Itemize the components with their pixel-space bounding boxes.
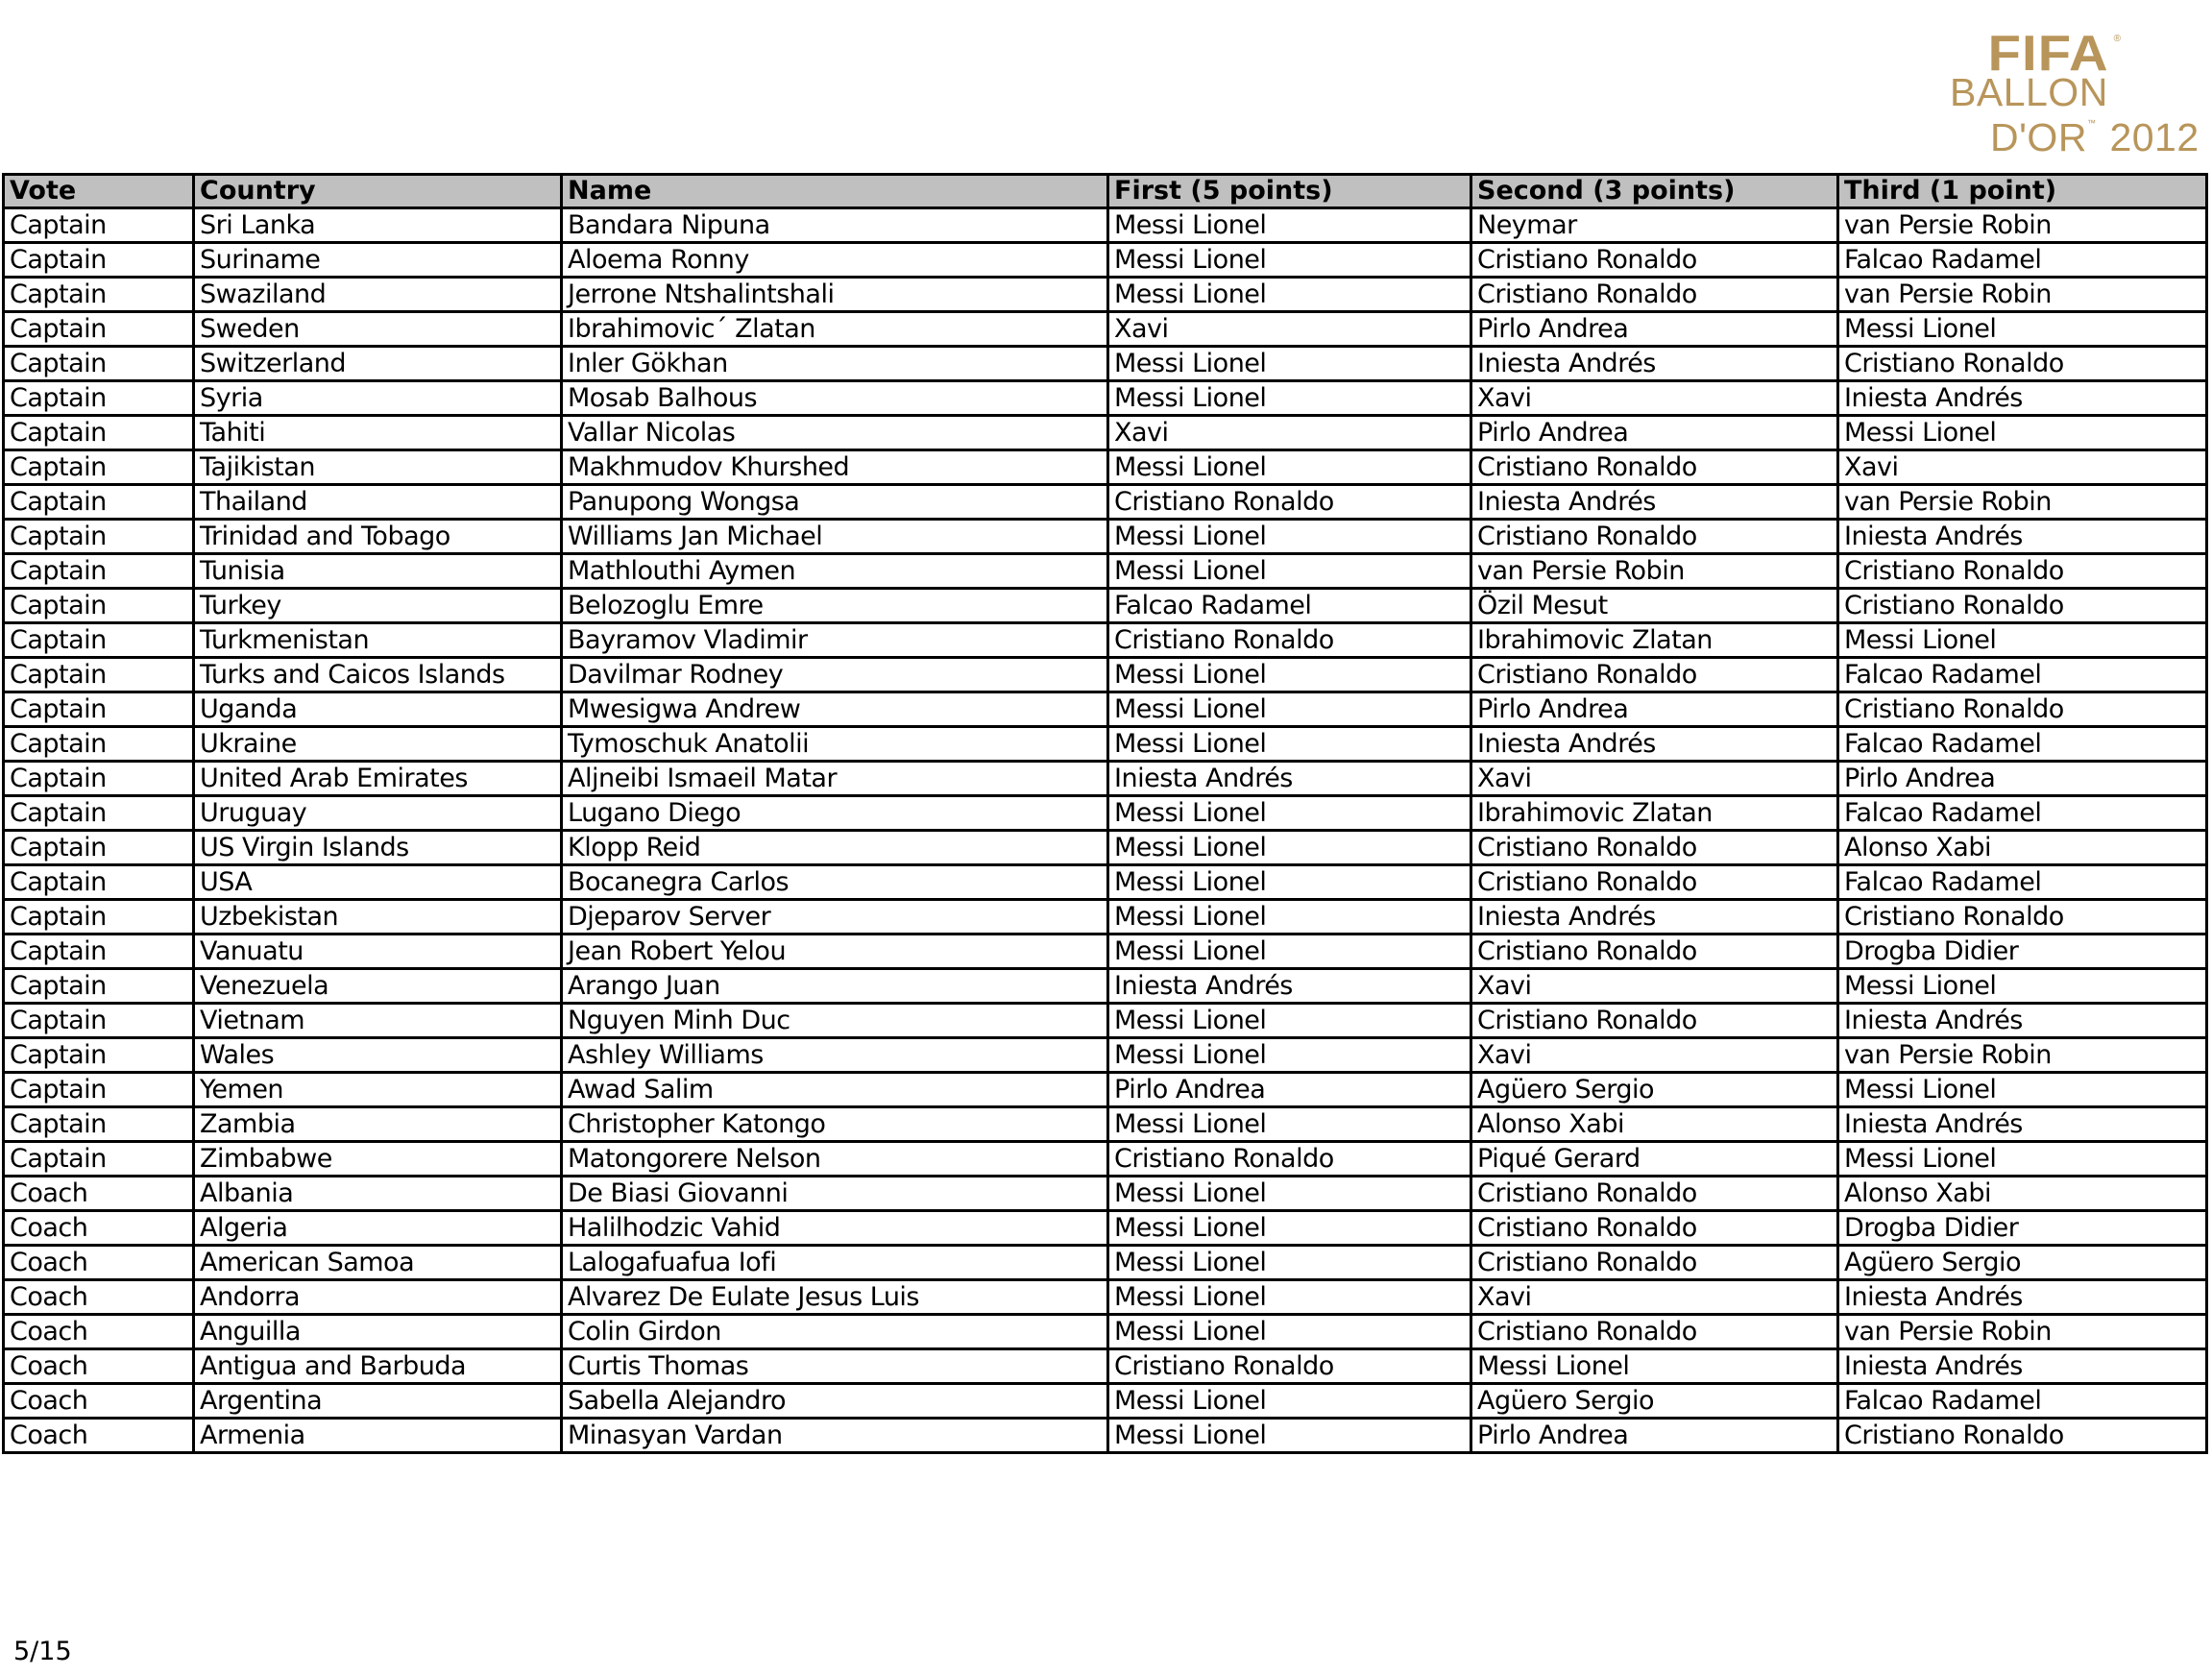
cell-vote: Captain <box>4 831 194 865</box>
cell-third: Drogba Didier <box>1838 935 2207 969</box>
cell-first: Cristiano Ronaldo <box>1108 623 1471 658</box>
table-row <box>4 312 2207 347</box>
table-row <box>4 450 2207 485</box>
table-row <box>4 692 2207 727</box>
cell-vote: Captain <box>4 796 194 831</box>
cell-third: Pirlo Andrea <box>1838 762 2207 796</box>
cell-vote: Captain <box>4 485 194 520</box>
table-row <box>4 658 2207 692</box>
cell-name: Bayramov Vladimir <box>562 623 1108 658</box>
cell-name: Minasyan Vardan <box>562 1419 1108 1453</box>
cell-name: Mosab Balhous <box>562 381 1108 416</box>
table-row <box>4 831 2207 865</box>
cell-third: Agüero Sergio <box>1838 1246 2207 1280</box>
cell-vote: Coach <box>4 1315 194 1349</box>
cell-name: Awad Salim <box>562 1073 1108 1107</box>
cell-country: Vanuatu <box>194 935 562 969</box>
cell-name: Bocanegra Carlos <box>562 865 1108 900</box>
table-row <box>4 865 2207 900</box>
cell-third: van Persie Robin <box>1838 485 2207 520</box>
cell-vote: Coach <box>4 1349 194 1384</box>
cell-vote: Captain <box>4 623 194 658</box>
cell-third: Messi Lionel <box>1838 1073 2207 1107</box>
cell-first: Messi Lionel <box>1108 658 1471 692</box>
cell-name: Aloema Ronny <box>562 243 1108 278</box>
cell-third: Falcao Radamel <box>1838 1384 2207 1419</box>
cell-name: Williams Jan Michael <box>562 520 1108 554</box>
cell-name: Davilmar Rodney <box>562 658 1108 692</box>
cell-first: Messi Lionel <box>1108 865 1471 900</box>
cell-first: Messi Lionel <box>1108 1211 1471 1246</box>
cell-first: Messi Lionel <box>1108 1384 1471 1419</box>
cell-first: Cristiano Ronaldo <box>1108 1142 1471 1177</box>
cell-third: Iniesta Andrés <box>1838 1004 2207 1038</box>
cell-name: Ibrahimovic´ Zlatan <box>562 312 1108 347</box>
cell-country: Turkmenistan <box>194 623 562 658</box>
cell-second: Cristiano Ronaldo <box>1471 1004 1838 1038</box>
cell-name: Makhmudov Khurshed <box>562 450 1108 485</box>
cell-country: Uruguay <box>194 796 562 831</box>
cell-name: Halilhodzic Vahid <box>562 1211 1108 1246</box>
cell-vote: Captain <box>4 1073 194 1107</box>
cell-country: Antigua and Barbuda <box>194 1349 562 1384</box>
logo-dor-text: D'OR <box>1990 115 2087 159</box>
cell-name: Lalogafuafua Iofi <box>562 1246 1108 1280</box>
cell-third: Xavi <box>1838 450 2207 485</box>
cell-first: Messi Lionel <box>1108 900 1471 935</box>
cell-country: Trinidad and Tobago <box>194 520 562 554</box>
cell-name: Colin Girdon <box>562 1315 1108 1349</box>
header-name: Name <box>562 175 1108 208</box>
cell-third: Falcao Radamel <box>1838 243 2207 278</box>
cell-third: Cristiano Ronaldo <box>1838 692 2207 727</box>
cell-first: Messi Lionel <box>1108 278 1471 312</box>
cell-name: Inler Gökhan <box>562 347 1108 381</box>
logo-ballon-text: BALLON <box>1950 70 2108 114</box>
cell-vote: Coach <box>4 1419 194 1453</box>
cell-first: Messi Lionel <box>1108 1004 1471 1038</box>
cell-country: US Virgin Islands <box>194 831 562 865</box>
table-row <box>4 1419 2207 1453</box>
cell-second: Pirlo Andrea <box>1471 1419 1838 1453</box>
cell-name: Sabella Alejandro <box>562 1384 1108 1419</box>
cell-name: Ashley Williams <box>562 1038 1108 1073</box>
table-row <box>4 1246 2207 1280</box>
cell-third: Messi Lionel <box>1838 416 2207 450</box>
cell-country: Tajikistan <box>194 450 562 485</box>
table-row <box>4 381 2207 416</box>
cell-first: Messi Lionel <box>1108 1419 1471 1453</box>
cell-name: Curtis Thomas <box>562 1349 1108 1384</box>
cell-second: Agüero Sergio <box>1471 1384 1838 1419</box>
cell-second: Cristiano Ronaldo <box>1471 520 1838 554</box>
cell-second: Xavi <box>1471 1280 1838 1315</box>
cell-second: Cristiano Ronaldo <box>1471 243 1838 278</box>
table-row <box>4 1038 2207 1073</box>
cell-second: Xavi <box>1471 762 1838 796</box>
cell-second: Iniesta Andrés <box>1471 900 1838 935</box>
header-country: Country <box>194 175 562 208</box>
cell-vote: Captain <box>4 243 194 278</box>
cell-third: Iniesta Andrés <box>1838 381 2207 416</box>
cell-third: Cristiano Ronaldo <box>1838 900 2207 935</box>
cell-country: Thailand <box>194 485 562 520</box>
cell-first: Messi Lionel <box>1108 1107 1471 1142</box>
cell-country: Sri Lanka <box>194 208 562 243</box>
cell-third: Cristiano Ronaldo <box>1838 554 2207 589</box>
logo-dor-line <box>1990 102 2200 158</box>
table-row <box>4 623 2207 658</box>
cell-second: Xavi <box>1471 969 1838 1004</box>
cell-first: Messi Lionel <box>1108 727 1471 762</box>
cell-second: Pirlo Andrea <box>1471 692 1838 727</box>
cell-first: Messi Lionel <box>1108 554 1471 589</box>
cell-vote: Coach <box>4 1384 194 1419</box>
cell-third: Messi Lionel <box>1838 1142 2207 1177</box>
cell-second: Cristiano Ronaldo <box>1471 1211 1838 1246</box>
page-number: 5/15 <box>13 1637 72 1666</box>
cell-country: Algeria <box>194 1211 562 1246</box>
cell-first: Messi Lionel <box>1108 935 1471 969</box>
cell-country: Uzbekistan <box>194 900 562 935</box>
cell-third: Alonso Xabi <box>1838 1177 2207 1211</box>
cell-vote: Captain <box>4 381 194 416</box>
table-row <box>4 969 2207 1004</box>
cell-vote: Captain <box>4 589 194 623</box>
table-row <box>4 1315 2207 1349</box>
cell-country: Yemen <box>194 1073 562 1107</box>
cell-third: van Persie Robin <box>1838 1315 2207 1349</box>
cell-vote: Captain <box>4 554 194 589</box>
cell-country: Tahiti <box>194 416 562 450</box>
cell-vote: Coach <box>4 1246 194 1280</box>
cell-country: Venezuela <box>194 969 562 1004</box>
cell-name: Klopp Reid <box>562 831 1108 865</box>
cell-third: Messi Lionel <box>1838 312 2207 347</box>
cell-first: Cristiano Ronaldo <box>1108 1349 1471 1384</box>
cell-vote: Captain <box>4 416 194 450</box>
cell-country: Andorra <box>194 1280 562 1315</box>
cell-second: Agüero Sergio <box>1471 1073 1838 1107</box>
cell-first: Messi Lionel <box>1108 1280 1471 1315</box>
cell-third: van Persie Robin <box>1838 1038 2207 1073</box>
table-row <box>4 1073 2207 1107</box>
table-row <box>4 243 2207 278</box>
cell-second: Pirlo Andrea <box>1471 416 1838 450</box>
cell-name: Djeparov Server <box>562 900 1108 935</box>
cell-vote: Captain <box>4 312 194 347</box>
cell-vote: Captain <box>4 727 194 762</box>
cell-name: Bandara Nipuna <box>562 208 1108 243</box>
cell-name: Matongorere Nelson <box>562 1142 1108 1177</box>
logo-registered-mark: ® <box>2113 34 2121 44</box>
header-second: Second (3 points) <box>1471 175 1838 208</box>
cell-second: Cristiano Ronaldo <box>1471 831 1838 865</box>
cell-third: Cristiano Ronaldo <box>1838 1419 2207 1453</box>
cell-first: Falcao Radamel <box>1108 589 1471 623</box>
header-row <box>4 175 2207 208</box>
cell-name: Belozoglu Emre <box>562 589 1108 623</box>
cell-name: Nguyen Minh Duc <box>562 1004 1108 1038</box>
cell-third: Iniesta Andrés <box>1838 1107 2207 1142</box>
cell-vote: Captain <box>4 1142 194 1177</box>
cell-second: Xavi <box>1471 381 1838 416</box>
table-row <box>4 520 2207 554</box>
cell-vote: Captain <box>4 658 194 692</box>
table-row <box>4 1211 2207 1246</box>
cell-second: Messi Lionel <box>1471 1349 1838 1384</box>
cell-vote: Captain <box>4 692 194 727</box>
cell-country: Anguilla <box>194 1315 562 1349</box>
cell-name: Lugano Diego <box>562 796 1108 831</box>
cell-first: Messi Lionel <box>1108 208 1471 243</box>
cell-name: Mathlouthi Aymen <box>562 554 1108 589</box>
cell-vote: Captain <box>4 762 194 796</box>
cell-first: Messi Lionel <box>1108 450 1471 485</box>
cell-third: van Persie Robin <box>1838 208 2207 243</box>
votes-table-header <box>4 175 2207 208</box>
cell-name: Jerrone Ntshalintshali <box>562 278 1108 312</box>
cell-second: van Persie Robin <box>1471 554 1838 589</box>
cell-country: American Samoa <box>194 1246 562 1280</box>
cell-second: Cristiano Ronaldo <box>1471 865 1838 900</box>
table-row <box>4 900 2207 935</box>
cell-country: Wales <box>194 1038 562 1073</box>
table-row <box>4 208 2207 243</box>
table-row <box>4 1280 2207 1315</box>
cell-name: Panupong Wongsa <box>562 485 1108 520</box>
cell-third: Falcao Radamel <box>1838 796 2207 831</box>
cell-country: Armenia <box>194 1419 562 1453</box>
table-row <box>4 727 2207 762</box>
table-row <box>4 1384 2207 1419</box>
cell-name: Arango Juan <box>562 969 1108 1004</box>
cell-second: Pirlo Andrea <box>1471 312 1838 347</box>
table-row <box>4 1349 2207 1384</box>
cell-first: Xavi <box>1108 416 1471 450</box>
header-third: Third (1 point) <box>1838 175 2207 208</box>
cell-name: Alvarez De Eulate Jesus Luis <box>562 1280 1108 1315</box>
cell-country: Turks and Caicos Islands <box>194 658 562 692</box>
table-row <box>4 1107 2207 1142</box>
cell-third: Cristiano Ronaldo <box>1838 347 2207 381</box>
cell-first: Messi Lionel <box>1108 520 1471 554</box>
cell-first: Messi Lionel <box>1108 381 1471 416</box>
cell-country: Turkey <box>194 589 562 623</box>
cell-second: Cristiano Ronaldo <box>1471 658 1838 692</box>
cell-vote: Captain <box>4 900 194 935</box>
logo-trademark: ™ <box>2086 118 2097 128</box>
table-row <box>4 589 2207 623</box>
cell-first: Messi Lionel <box>1108 1177 1471 1211</box>
cell-first: Messi Lionel <box>1108 1038 1471 1073</box>
cell-first: Pirlo Andrea <box>1108 1073 1471 1107</box>
cell-vote: Coach <box>4 1280 194 1315</box>
cell-country: Zimbabwe <box>194 1142 562 1177</box>
cell-name: Jean Robert Yelou <box>562 935 1108 969</box>
votes-table-body <box>4 208 2207 1453</box>
header-vote: Vote <box>4 175 194 208</box>
cell-third: Alonso Xabi <box>1838 831 2207 865</box>
cell-third: Cristiano Ronaldo <box>1838 589 2207 623</box>
cell-name: Tymoschuk Anatolii <box>562 727 1108 762</box>
cell-vote: Captain <box>4 347 194 381</box>
cell-country: Sweden <box>194 312 562 347</box>
cell-vote: Coach <box>4 1211 194 1246</box>
cell-name: Aljneibi Ismaeil Matar <box>562 762 1108 796</box>
cell-third: Messi Lionel <box>1838 623 2207 658</box>
cell-second: Xavi <box>1471 1038 1838 1073</box>
cell-vote: Captain <box>4 1004 194 1038</box>
cell-first: Messi Lionel <box>1108 243 1471 278</box>
cell-second: Neymar <box>1471 208 1838 243</box>
cell-name: De Biasi Giovanni <box>562 1177 1108 1211</box>
cell-second: Iniesta Andrés <box>1471 727 1838 762</box>
cell-second: Cristiano Ronaldo <box>1471 1246 1838 1280</box>
cell-country: Vietnam <box>194 1004 562 1038</box>
cell-country: Ukraine <box>194 727 562 762</box>
table-row <box>4 1142 2207 1177</box>
table-row <box>4 796 2207 831</box>
cell-name: Mwesigwa Andrew <box>562 692 1108 727</box>
header-first: First (5 points) <box>1108 175 1471 208</box>
cell-second: Cristiano Ronaldo <box>1471 1315 1838 1349</box>
cell-vote: Captain <box>4 208 194 243</box>
cell-third: van Persie Robin <box>1838 278 2207 312</box>
cell-second: Ibrahimovic Zlatan <box>1471 623 1838 658</box>
cell-second: Iniesta Andrés <box>1471 485 1838 520</box>
table-row <box>4 762 2207 796</box>
cell-name: Christopher Katongo <box>562 1107 1108 1142</box>
cell-country: United Arab Emirates <box>194 762 562 796</box>
cell-country: Argentina <box>194 1384 562 1419</box>
cell-country: Switzerland <box>194 347 562 381</box>
cell-first: Messi Lionel <box>1108 347 1471 381</box>
cell-country: Zambia <box>194 1107 562 1142</box>
cell-third: Messi Lionel <box>1838 969 2207 1004</box>
cell-first: Messi Lionel <box>1108 1315 1471 1349</box>
cell-vote: Captain <box>4 450 194 485</box>
cell-vote: Coach <box>4 1177 194 1211</box>
cell-second: Cristiano Ronaldo <box>1471 1177 1838 1211</box>
cell-name: Vallar Nicolas <box>562 416 1108 450</box>
table-row <box>4 1004 2207 1038</box>
fifa-ballon-dor-logo <box>1950 26 2201 159</box>
cell-second: Özil Mesut <box>1471 589 1838 623</box>
cell-country: Syria <box>194 381 562 416</box>
cell-third: Falcao Radamel <box>1838 658 2207 692</box>
cell-vote: Captain <box>4 278 194 312</box>
cell-first: Messi Lionel <box>1108 692 1471 727</box>
cell-third: Iniesta Andrés <box>1838 520 2207 554</box>
cell-first: Messi Lionel <box>1108 796 1471 831</box>
cell-second: Alonso Xabi <box>1471 1107 1838 1142</box>
cell-vote: Captain <box>4 520 194 554</box>
cell-first: Iniesta Andrés <box>1108 762 1471 796</box>
cell-second: Iniesta Andrés <box>1471 347 1838 381</box>
table-row <box>4 416 2207 450</box>
cell-first: Messi Lionel <box>1108 1246 1471 1280</box>
table-row <box>4 1177 2207 1211</box>
cell-first: Iniesta Andrés <box>1108 969 1471 1004</box>
cell-second: Piqué Gerard <box>1471 1142 1838 1177</box>
table-row <box>4 485 2207 520</box>
cell-country: Suriname <box>194 243 562 278</box>
cell-third: Iniesta Andrés <box>1838 1280 2207 1315</box>
cell-second: Cristiano Ronaldo <box>1471 450 1838 485</box>
table-row <box>4 554 2207 589</box>
votes-table <box>2 173 2208 1454</box>
cell-first: Messi Lionel <box>1108 831 1471 865</box>
table-row <box>4 278 2207 312</box>
cell-second: Ibrahimovic Zlatan <box>1471 796 1838 831</box>
cell-vote: Captain <box>4 969 194 1004</box>
cell-third: Iniesta Andrés <box>1838 1349 2207 1384</box>
cell-second: Cristiano Ronaldo <box>1471 935 1838 969</box>
table-row <box>4 347 2207 381</box>
cell-vote: Captain <box>4 935 194 969</box>
cell-third: Falcao Radamel <box>1838 727 2207 762</box>
cell-country: Swaziland <box>194 278 562 312</box>
cell-country: Tunisia <box>194 554 562 589</box>
cell-vote: Captain <box>4 865 194 900</box>
cell-first: Cristiano Ronaldo <box>1108 485 1471 520</box>
cell-country: Uganda <box>194 692 562 727</box>
table-row <box>4 935 2207 969</box>
cell-third: Falcao Radamel <box>1838 865 2207 900</box>
cell-first: Xavi <box>1108 312 1471 347</box>
cell-third: Drogba Didier <box>1838 1211 2207 1246</box>
logo-fifa-text: FIFA <box>1987 26 2109 82</box>
cell-vote: Captain <box>4 1107 194 1142</box>
cell-country: USA <box>194 865 562 900</box>
logo-year-text: 2012 <box>2109 115 2200 159</box>
cell-vote: Captain <box>4 1038 194 1073</box>
cell-country: Albania <box>194 1177 562 1211</box>
cell-second: Cristiano Ronaldo <box>1471 278 1838 312</box>
